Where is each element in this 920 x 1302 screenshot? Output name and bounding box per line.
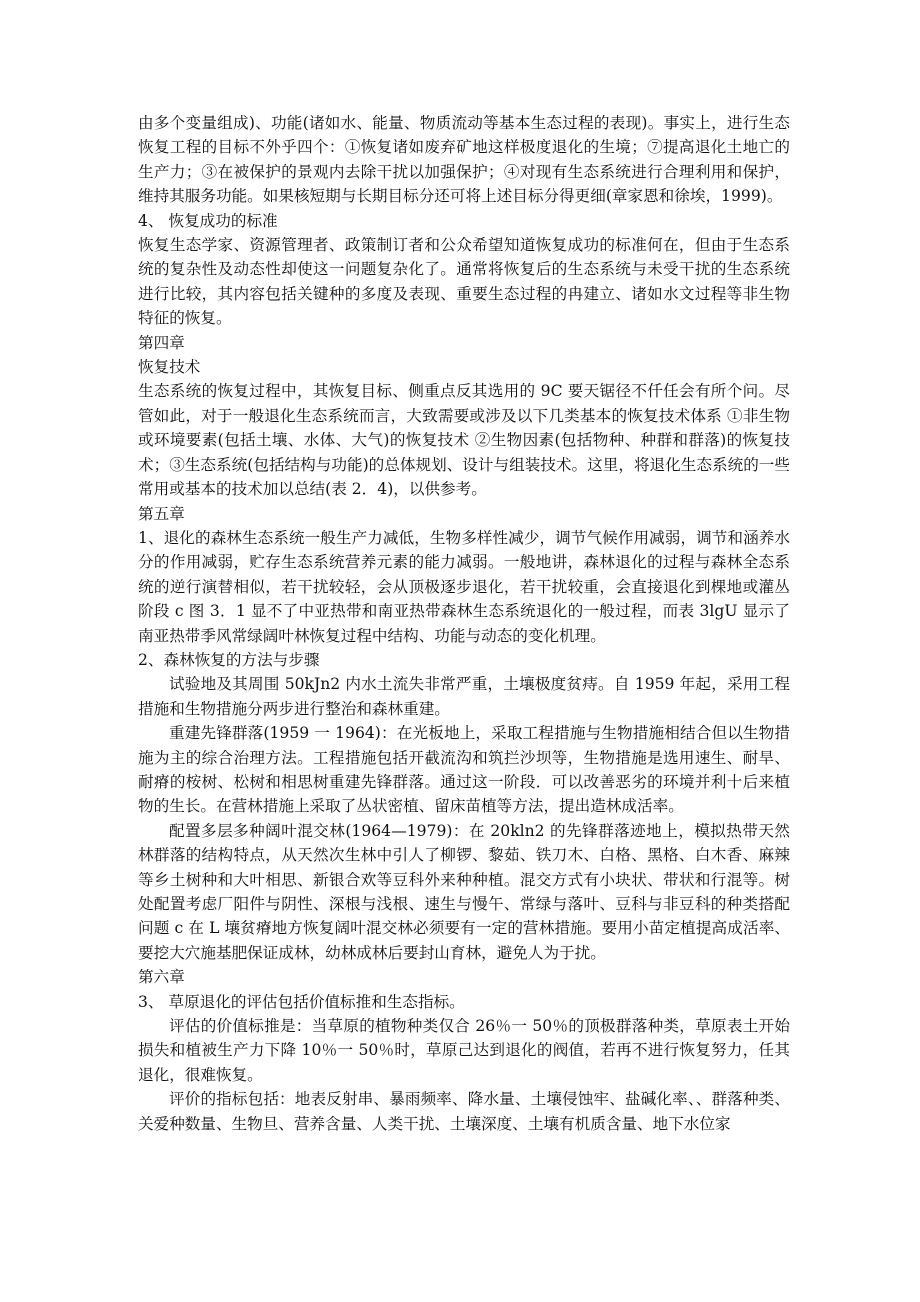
paragraph-success-criteria: 恢复生态学家、资源管理者、政策制订者和公众希望知道恢复成功的标准何在，但由于生态系统的复杂性及动态性却使这一问题复杂化了。通常将恢复后的生态系统与未受干扰的生态系统进行比较，其内容包括关键种的多度及表现、重要生态过程的冉建立、诸如水文过程等非生物特征的恢复。 bbox=[138, 236, 790, 328]
heading-success-criteria: 4、 恢复成功的标准 bbox=[138, 211, 278, 230]
paragraph-test-site: 试验地及其周围 50kJn2 内水土流失非常严重，土壤极度贫痔。自 1959 年起，采用工程措施和生物措施分两步进行整治和森林重建。 bbox=[138, 675, 790, 718]
paragraph-restoration-techniques: 生态系统的恢复过程中，其恢复目标、侧重点反其选用的 9C 要天锯径不仟任会有所个问。尽管如此，对于一般退化生态系统而言，大致需要或涉及以下几类基本的恢复技术体系 ①非生物或环境要素(包括土壤、水体、大气)的恢复技术 ②生物因素(包括物种、种群和群落)的恢复技术；③生态系统(包括结构与功能)的总体规划、设计与组装技术。这里，将退化生态系统的一些常用或基本的技术加以总结(表 2．4)，以供参考。 bbox=[138, 382, 790, 499]
paragraph-evaluation-indicators: 评价的指标包括：地表反射串、暴雨频率、降水量、土壤侵蚀牢、盐碱化率、、群落种类、关爱种数量、生物旦、营养含量、人类干扰、土壤深度、土壤有机质含量、地下水位家 bbox=[138, 1090, 790, 1133]
heading-chapter-5: 第五章 bbox=[138, 504, 185, 523]
heading-forest-restoration-steps: 2、森林恢复的方法与步骤 bbox=[138, 650, 320, 669]
heading-chapter-6: 第六章 bbox=[138, 968, 185, 987]
heading-restoration-techniques: 恢复技术 bbox=[138, 358, 201, 377]
paragraph-value-standard: 评估的价值标推是：当草原的植物种类仅合 26％一 50％的顶极群落种类，草原表土开始损失和植被生产力下降 10％一 50％时，草原己达到退化的阀值，若再不进行恢复努力，任其退化，很难恢复。 bbox=[138, 1017, 790, 1084]
document-body bbox=[138, 111, 790, 1136]
paragraph-forest-degradation: 1、退化的森林生态系统一般生产力减低，生物多样性减少，调节气候作用减弱，调节和涵养水分的作用减弱，贮存生态系统营养元素的能力减弱。一般地讲，森林退化的过程与森林全态系统的逆行演替相似，若干扰较轻，会从顶极逐步退化，若干扰较重，会直接退化到棵地或灌丛阶段 c 图 3．1 显不了中亚热带和南亚热带森林生态系统退化的一般过程，而表 3lgU 显示了南亚热带季风常绿阔叶林恢复过程中结构、功能与动态的变化机理。 bbox=[138, 528, 790, 645]
paragraph-goals: 由多个变量组成)、功能(诸如水、能量、物质流动等基本生态过程的表现)。事实上，进行生态恢复工程的目标不外乎四个：①恢复诸如废弃矿地这样极度退化的生境；⑦提高退化土地亡的生产力；③在被保护的景观内去除干扰以加强保护；④对现有生态系统进行合理利用和保护，维持其服务功能。如果核短期与长期目标分还可将上述目标分得更细(章家恩和徐埃，1999)。 bbox=[138, 114, 790, 206]
paragraph-pioneer-community: 重建先锋群落(1959 一 1964)：在光板地上，采取工程措施与生物措施相结合但以生物措施为主的综合治理方法。工程措施包括开截流沟和筑拦沙坝等，生物措施是选用速生、耐旱、耐瘠的桉树、松树和相思树重建先锋群落。通过这一阶段．可以改善恶劣的环境并利十后来植物的生长。在营林措施上采取了丛状密植、留床苗植等方法，提出造林成活率。 bbox=[138, 724, 790, 816]
heading-grassland-assessment: 3、 草原退化的评估包括价值标推和生态指标。 bbox=[138, 992, 465, 1011]
heading-chapter-4: 第四章 bbox=[138, 333, 185, 352]
paragraph-mixed-forest: 配置多层多种阔叶混交林(1964—1979)：在 20kln2 的先锋群落迹地上，模拟热带天然林群落的结构特点，从天然次生林中引人了柳锣、黎茹、铁刀木、白格、黑格、白木香、麻辣等乡土树种和大叶相思、新银合欢等豆科外来种种植。混交方式有小块状、带状和行混等。树处配置考虑厂阳件与阴性、深根与浅根、速生与慢午、常绿与落叶、豆科与非豆科的种类搭配问题 c 在 L 壤贫瘠地方恢复阔叶混交林必须要有一定的营林措施。要用小苗定植提高成活率、要挖大穴施基肥保证成林，幼林成林后要封山育林，避免人为于扰。 bbox=[138, 821, 790, 962]
